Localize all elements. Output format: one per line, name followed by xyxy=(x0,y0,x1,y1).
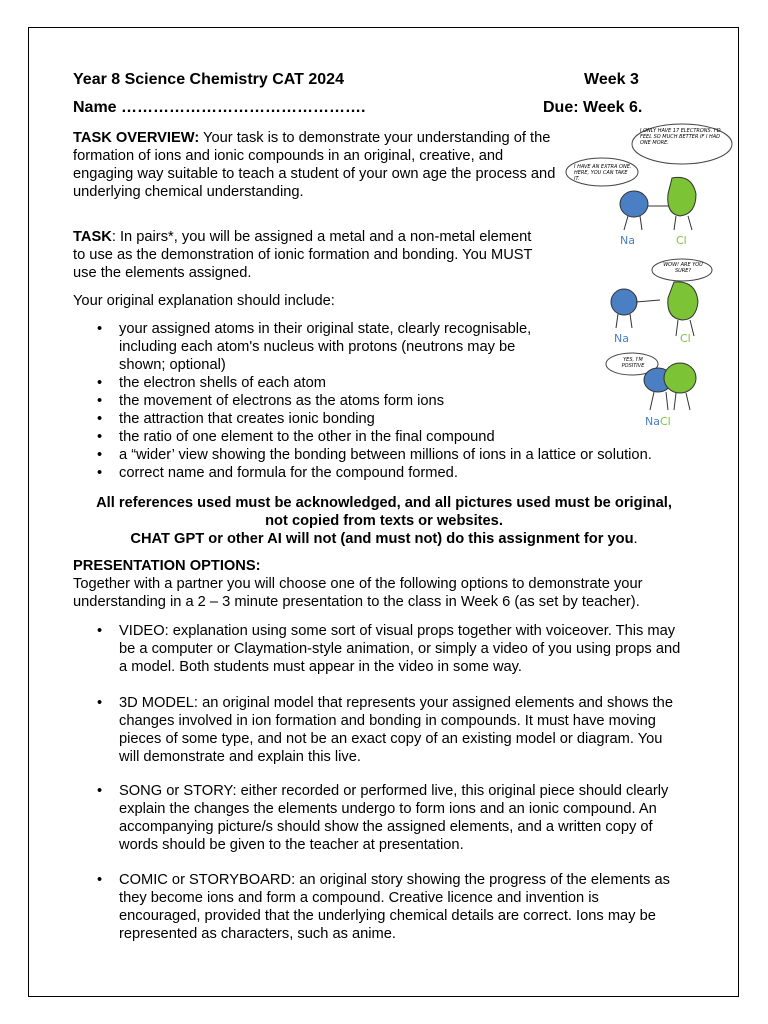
ai-warning: CHAT GPT or other AI will not (and must not) do this assignment for you xyxy=(130,531,634,547)
nacl-label: NaCl xyxy=(645,415,671,428)
list-item: • the electron shells of each atom xyxy=(73,374,703,392)
cl-label: Cl xyxy=(680,332,691,345)
task-overview xyxy=(73,129,557,201)
notice-line: not copied from texts or websites. xyxy=(265,513,503,529)
task-overview-label: TASK OVERVIEW: xyxy=(73,130,200,146)
panel-2 xyxy=(611,259,712,345)
option-3d-model: • 3D MODEL: an original model that represents your assigned elements and shows the changes involved in ion formation and bonding in compounds. It must have moving pieces of some type, and not be an exact copy of an existing model or diagram. You will demonstrate and explain this live. xyxy=(73,694,683,766)
notice-line: All references used must be acknowledged, and all pictures used must be original, xyxy=(96,495,672,511)
notice-line xyxy=(40,530,728,548)
cl-label: Cl xyxy=(676,234,687,247)
option-song-story: • SONG or STORY: either recorded or performed live, this original piece should clearly explain the changes the elements undergo to form ions and an ionic compound. An accompanying picture/s should show the assigned elements, and a written copy of words should be given to the teacher at presentation. xyxy=(73,782,683,854)
period: . xyxy=(633,531,638,547)
sodium-character xyxy=(611,289,637,315)
list-item: • correct name and formula for the compound formed. xyxy=(73,464,703,482)
task-label: TASK xyxy=(73,229,112,245)
name-field-label: Name ………………………………………. xyxy=(73,99,366,116)
list-item: • your assigned atoms in their original state, clearly recognisable, including each atom's nucleus with protons (neutrons may be shown; optional) xyxy=(73,320,555,374)
week-label: Week 3 xyxy=(584,71,639,88)
presentation-options xyxy=(73,622,683,943)
bubble-text: WOW! ARE YOU SURE? xyxy=(663,262,703,274)
panel-1 xyxy=(566,124,732,247)
document-title: Year 8 Science Chemistry CAT 2024 xyxy=(73,71,344,88)
presentation-heading: PRESENTATION OPTIONS: xyxy=(73,558,261,574)
list-item: • the ratio of one element to the other in the final compound xyxy=(73,428,703,446)
task-overview-text: Your task is to demonstrate your understanding of the formation of ions and ionic compounds in an original, creative, and engaging way suitable to teach a student of your own age the process and underlying chemical understanding. xyxy=(73,130,556,200)
chloride-ion xyxy=(664,363,696,393)
list-item: • a “wider’ view showing the bonding between millions of ions in a lattice or solution. xyxy=(73,446,703,464)
presentation-intro: Together with a partner you will choose one of the following options to demonstrate your understanding in a 2 – 3 minute presentation to the class in Week 6 (as set by teacher). xyxy=(73,576,643,610)
option-comic-storyboard: • COMIC or STORYBOARD: an original story showing the progress of the elements as they become ions and form a compound. Creative licence and invention is encouraged, provided that the underlying chemical details are correct. Ions may be represented as characters, such as anime. xyxy=(73,871,683,943)
list-item: • the movement of electrons as the atoms form ions xyxy=(73,392,703,410)
na-label: Na xyxy=(614,332,629,345)
panel-3 xyxy=(606,353,696,428)
notice xyxy=(40,494,728,548)
include-intro: Your original explanation should include: xyxy=(73,293,335,309)
bubble-text: YES, I'M POSITIVE xyxy=(621,357,645,369)
chlorine-character xyxy=(668,177,696,216)
list-item: • the attraction that creates ionic bonding xyxy=(73,410,703,428)
na-cl-cartoon xyxy=(562,122,738,430)
na-label: Na xyxy=(620,234,635,247)
due-date: Due: Week 6. xyxy=(543,99,643,116)
bubble-text: I ONLY HAVE 17 ELECTRONS. I'D FEEL SO MUCH BETTER IF I HAD ONE MORE. xyxy=(640,128,721,146)
bubble-text: I HAVE AN EXTRA ONE. HERE, YOU CAN TAKE IT. xyxy=(574,164,632,182)
task-description xyxy=(73,228,545,282)
chlorine-character xyxy=(668,282,698,320)
sodium-character xyxy=(620,191,648,217)
option-video: • VIDEO: explanation using some sort of visual props together with voiceover. This may be a computer or Claymation-style animation, or simply a video of you using props and a model. Both students must appear in the video in some way. xyxy=(73,622,683,676)
task-text: : In pairs*, you will be assigned a metal and a non-metal element to use as the demonstration of ionic formation and bonding. You MUST use the elements assigned. xyxy=(73,229,533,281)
